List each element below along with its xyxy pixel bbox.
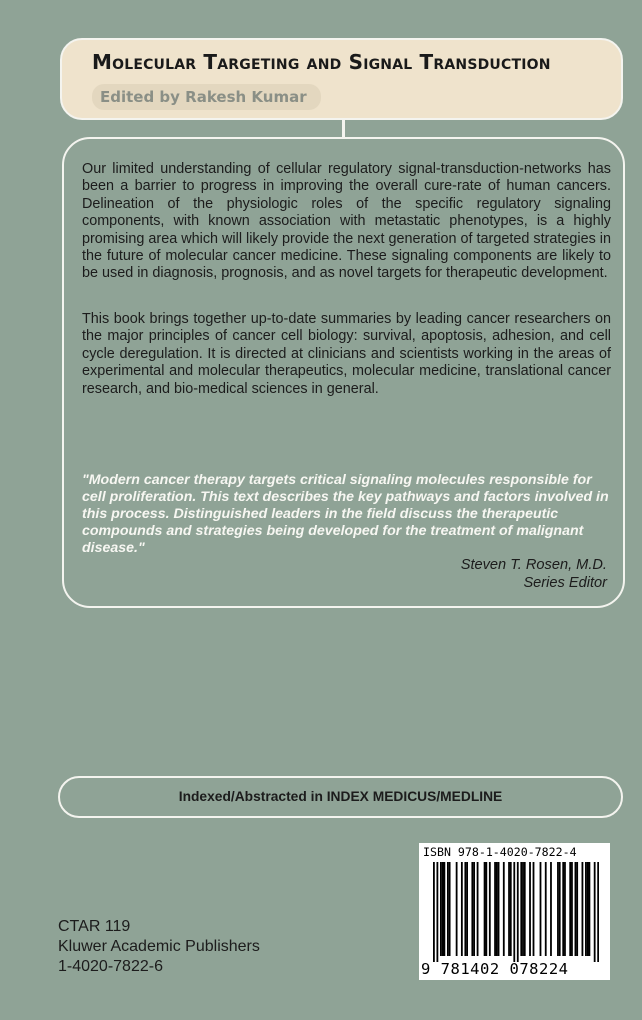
connector-line — [342, 120, 345, 138]
barcode-bar — [533, 862, 535, 956]
barcode-bar — [440, 862, 442, 956]
isbn-digits: 9 781402 078224 — [421, 960, 569, 978]
barcode-image — [433, 862, 599, 962]
barcode-bar — [449, 862, 451, 956]
barcode-bar — [576, 862, 578, 956]
barcode-bar — [557, 862, 559, 956]
barcode-bar — [443, 862, 445, 956]
barcode-bar — [513, 862, 515, 962]
barcode-bar — [559, 862, 561, 956]
barcode-bar — [571, 862, 573, 956]
barcode-bar — [582, 862, 584, 956]
barcode-bar — [564, 862, 566, 956]
barcode-bar — [529, 862, 531, 956]
barcode-bar — [503, 862, 505, 956]
barcode-bar — [508, 862, 510, 956]
description-paragraph-1: Our limited understanding of cellular regulatory signal-transduction-networks has been a barrier to progress in improving the overall cure-rate of human cancers. Delineation of the physiologic roles of the specific regulatory signaling components, with known association with metastatic phenotypes, is a highly promising area which will likely provide the next generation of targeted strategies in the future of molecular cancer medicine. These signaling components are likely to be used in diagnosis, prognosis, and as novel targets for therapeutic development. — [82, 161, 611, 282]
barcode-bar — [436, 862, 438, 962]
barcode-bar — [473, 862, 475, 956]
endorsement-role: Series Editor — [523, 575, 607, 591]
isbn-label: ISBN 978-1-4020-7822-4 — [423, 845, 577, 859]
barcode-bar — [433, 862, 435, 962]
barcode-bar — [562, 862, 564, 956]
indexing-banner — [58, 776, 623, 818]
barcode-bar — [442, 862, 444, 956]
description-paragraph-2: This book brings together up-to-date summaries by leading cancer researchers on the major principles of cancer cell biology: survival, apoptosis, adhesion, and cell cycle deregulation. It is directed at clinicians and scientists working in the areas of experimental and molecular therapeutics, molecular medicine, translational cancer research, and bio-medical sciences in general. — [82, 311, 611, 397]
barcode-bar — [524, 862, 526, 956]
barcode-bar — [494, 862, 496, 956]
editor-credit: Edited by Rakesh Kumar — [92, 84, 321, 110]
barcode-bar — [510, 862, 512, 956]
publisher-name: Kluwer Academic Publishers — [58, 938, 260, 955]
barcode-bar — [594, 862, 596, 962]
barcode-bar — [585, 862, 587, 956]
barcode-bar — [498, 862, 500, 956]
book-title: Molecular Targeting and Signal Transduction — [92, 50, 551, 74]
barcode-bar — [522, 862, 524, 956]
barcode-bar — [575, 862, 577, 956]
barcode-bar — [456, 862, 458, 956]
barcode-bar — [545, 862, 547, 956]
barcode-bar — [587, 862, 589, 956]
barcode-bar — [489, 862, 491, 956]
barcode-bar — [496, 862, 498, 956]
publisher-code: 1-4020-7822-6 — [58, 958, 163, 975]
barcode-bar — [540, 862, 542, 956]
isbn-barcode-block — [419, 843, 610, 980]
barcode-bar — [597, 862, 599, 962]
barcode-bar — [466, 862, 468, 956]
endorsement-author: Steven T. Rosen, M.D. — [460, 557, 607, 573]
endorsement-quote: "Modern cancer therapy targets critical signaling molecules responsible for cell proliferation. This text describes the key pathways and factors involved in this process. Distinguished leaders in the field discuss the therapeutic compounds and strategies being developed for the treatment of malignant disease." — [82, 472, 609, 556]
barcode-bar — [447, 862, 449, 956]
series-number: CTAR 119 — [58, 918, 131, 935]
barcode-bar — [589, 862, 591, 956]
barcode-bar — [464, 862, 466, 956]
barcode-bar — [520, 862, 522, 956]
title-panel — [60, 38, 623, 120]
barcode-bar — [485, 862, 487, 956]
barcode-bar — [517, 862, 519, 962]
description-panel — [62, 137, 625, 608]
barcode-bar — [550, 862, 552, 956]
barcode-bar — [471, 862, 473, 956]
indexing-text: Indexed/Abstracted in INDEX MEDICUS/MEDLINE — [178, 789, 503, 804]
barcode-bar — [484, 862, 486, 956]
barcode-bar — [477, 862, 479, 956]
barcode-bar — [569, 862, 571, 956]
barcode-bar — [461, 862, 463, 956]
